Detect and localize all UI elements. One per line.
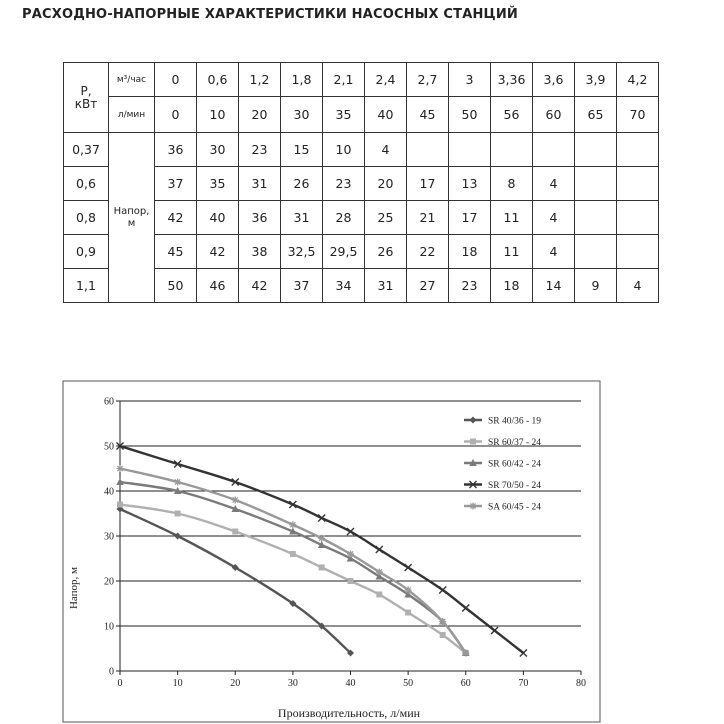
m3-value: 3 <box>449 63 491 97</box>
data-point <box>319 565 325 571</box>
head-value <box>533 133 575 167</box>
series-line <box>120 482 466 653</box>
y-tick-label: 60 <box>104 396 114 408</box>
x-tick-label: 60 <box>460 678 471 689</box>
m3-value: 2,1 <box>323 63 365 97</box>
head-value: 37 <box>281 269 323 303</box>
head-value: 42 <box>155 201 197 235</box>
head-value: 10 <box>323 133 365 167</box>
head-value: 4 <box>533 201 575 235</box>
power-value: 0,6 <box>64 167 109 201</box>
legend-item <box>464 459 541 470</box>
head-value: 4 <box>617 269 659 303</box>
head-value <box>617 167 659 201</box>
power-value: 1,1 <box>64 269 109 303</box>
unit-m3: м³/час <box>109 63 155 97</box>
x-tick-label: 80 <box>576 678 586 689</box>
head-value: 42 <box>239 269 281 303</box>
m3-value: 0 <box>155 63 197 97</box>
head-value: 29,5 <box>323 235 365 269</box>
head-value: 30 <box>197 133 239 167</box>
head-value: 36 <box>239 201 281 235</box>
head-value: 18 <box>449 235 491 269</box>
power-value: 0,8 <box>64 201 109 235</box>
data-point <box>376 546 383 553</box>
head-value: 23 <box>323 167 365 201</box>
head-value: 46 <box>197 269 239 303</box>
m3-value: 1,8 <box>281 63 323 97</box>
legend-item <box>464 481 541 491</box>
data-point <box>318 535 325 542</box>
head-value <box>407 133 449 167</box>
data-point <box>470 417 477 424</box>
head-value: 18 <box>491 269 533 303</box>
head-value <box>491 133 533 167</box>
m3-value: 0,6 <box>197 63 239 97</box>
legend-label: SR 70/50 - 24 <box>488 481 542 491</box>
head-value: 25 <box>365 201 407 235</box>
x-tick-label: 30 <box>287 678 298 689</box>
data-point <box>174 479 181 486</box>
head-value: 9 <box>575 269 617 303</box>
data-point <box>376 592 382 598</box>
m3-value: 2,4 <box>365 63 407 97</box>
lmin-value: 50 <box>449 97 491 133</box>
data-point <box>117 465 124 472</box>
y-tick-label: 30 <box>104 531 114 543</box>
head-value: 22 <box>407 235 449 269</box>
y-tick-label: 20 <box>104 576 114 588</box>
header-row-m3 <box>64 63 659 97</box>
legend-item <box>464 503 541 513</box>
data-point <box>348 578 354 584</box>
head-value <box>575 167 617 201</box>
power-value: 0,37 <box>64 133 109 167</box>
series-5 <box>117 465 470 657</box>
m3-value: 2,7 <box>407 63 449 97</box>
x-tick-label: 10 <box>172 678 183 689</box>
head-value: 38 <box>239 235 281 269</box>
page-title: РАСХОДНО-НАПОРНЫЕ ХАРАКТЕРИСТИКИ НАСОСНЫХ СТАНЦИЙ <box>22 7 518 22</box>
series-line <box>120 469 466 654</box>
data-point <box>440 632 446 638</box>
y-tick-label: 0 <box>109 666 114 678</box>
data-point <box>462 605 469 612</box>
legend-label: SR 40/36 - 19 <box>488 416 542 427</box>
data-point <box>405 564 412 571</box>
head-value <box>449 133 491 167</box>
lmin-value: 0 <box>155 97 197 133</box>
head-value: 4 <box>365 133 407 167</box>
head-value: 17 <box>449 201 491 235</box>
data-point <box>491 627 498 634</box>
x-tick-label: 70 <box>518 678 529 689</box>
data-point <box>290 551 296 557</box>
lmin-value: 60 <box>533 97 575 133</box>
m3-value: 4,2 <box>617 63 659 97</box>
unit-lmin: л/мин <box>109 97 155 133</box>
head-value: 28 <box>323 201 365 235</box>
legend-label: SR 60/42 - 24 <box>488 459 542 470</box>
head-value: 20 <box>365 167 407 201</box>
head-value <box>617 133 659 167</box>
data-point <box>376 569 383 576</box>
data-point <box>175 511 181 517</box>
table-row <box>64 133 659 167</box>
head-value: 15 <box>281 133 323 167</box>
y-axis-label: Напор, м <box>68 566 80 610</box>
x-axis-label: Производительность, л/мин <box>277 706 421 720</box>
head-value: 17 <box>407 167 449 201</box>
data-point <box>117 502 123 508</box>
x-tick-label: 0 <box>117 678 123 689</box>
y-tick-label: 10 <box>104 621 114 633</box>
lmin-value: 10 <box>197 97 239 133</box>
power-value: 0,9 <box>64 235 109 269</box>
head-value: 23 <box>449 269 491 303</box>
head-value: 45 <box>155 235 197 269</box>
head-value <box>575 201 617 235</box>
data-point <box>405 587 412 594</box>
y-tick-label: 40 <box>104 486 114 498</box>
head-value <box>575 133 617 167</box>
series-line <box>120 446 523 653</box>
head-value: 13 <box>449 167 491 201</box>
lmin-value: 65 <box>575 97 617 133</box>
m3-value: 3,6 <box>533 63 575 97</box>
head-value: 27 <box>407 269 449 303</box>
head-value: 26 <box>281 167 323 201</box>
data-point <box>347 551 354 558</box>
pump-table <box>63 62 659 303</box>
y-tick-label: 50 <box>104 441 114 453</box>
data-point <box>439 587 446 594</box>
x-tick-label: 50 <box>403 678 414 689</box>
header-row-lmin <box>64 97 659 133</box>
data-point <box>439 618 446 625</box>
napor-label <box>109 133 155 303</box>
data-point <box>232 529 238 535</box>
lmin-value: 40 <box>365 97 407 133</box>
head-value: 11 <box>491 235 533 269</box>
head-value: 31 <box>281 201 323 235</box>
lmin-value: 45 <box>407 97 449 133</box>
legend-item <box>464 417 541 427</box>
head-value: 40 <box>197 201 239 235</box>
data-point <box>470 503 477 510</box>
performance-chart <box>62 380 602 724</box>
lmin-value: 30 <box>281 97 323 133</box>
head-value: 50 <box>155 269 197 303</box>
head-value: 36 <box>155 133 197 167</box>
head-value: 23 <box>239 133 281 167</box>
head-value: 26 <box>365 235 407 269</box>
data-point <box>405 610 411 616</box>
napor-label-text: Напор, м <box>113 205 150 229</box>
m3-value: 3,9 <box>575 63 617 97</box>
head-value: 37 <box>155 167 197 201</box>
data-point <box>289 521 296 528</box>
head-value: 32,5 <box>281 235 323 269</box>
data-point <box>520 650 527 657</box>
data-point <box>470 439 476 445</box>
legend-label: SA 60/45 - 24 <box>488 502 542 513</box>
lmin-value: 56 <box>491 97 533 133</box>
lmin-value: 35 <box>323 97 365 133</box>
legend-label: SR 60/37 - 24 <box>488 438 542 448</box>
head-value <box>617 201 659 235</box>
head-value <box>575 235 617 269</box>
head-value: 11 <box>491 201 533 235</box>
head-value: 21 <box>407 201 449 235</box>
lmin-value: 70 <box>617 97 659 133</box>
head-value: 31 <box>365 269 407 303</box>
head-value: 34 <box>323 269 365 303</box>
lmin-value: 20 <box>239 97 281 133</box>
head-value: 4 <box>533 235 575 269</box>
head-value: 42 <box>197 235 239 269</box>
head-value <box>617 235 659 269</box>
head-value: 14 <box>533 269 575 303</box>
data-point <box>462 650 469 657</box>
head-value: 35 <box>197 167 239 201</box>
power-header <box>64 63 109 133</box>
head-value: 31 <box>239 167 281 201</box>
head-value: 8 <box>491 167 533 201</box>
x-tick-label: 40 <box>345 678 356 689</box>
x-tick-label: 20 <box>230 678 241 689</box>
m3-value: 3,36 <box>491 63 533 97</box>
m3-value: 1,2 <box>239 63 281 97</box>
data-point <box>232 497 239 504</box>
head-value: 4 <box>533 167 575 201</box>
power-header-text: P, кВт <box>74 83 98 111</box>
